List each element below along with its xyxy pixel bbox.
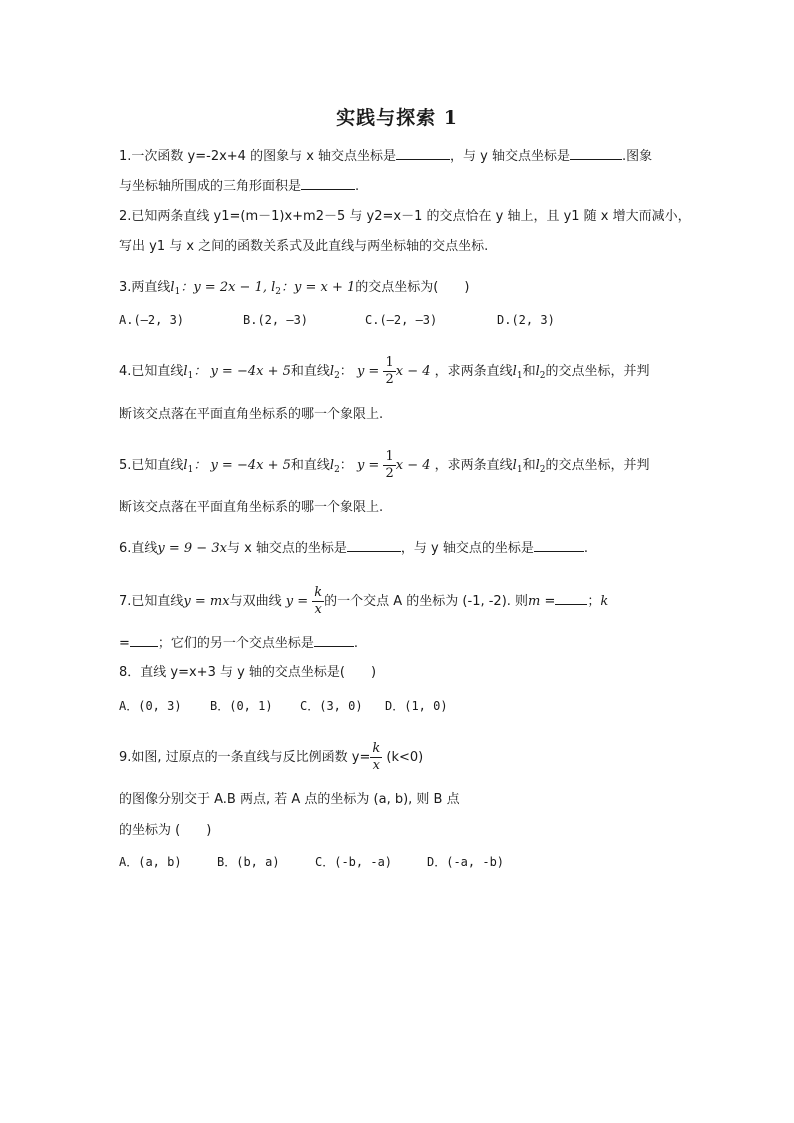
question-3 (119, 279, 469, 301)
question-7-text: 的一个交点 A 的坐标为 (-1, -2). 则 (324, 594, 529, 609)
line-label-l2: $l_2$ (329, 458, 340, 475)
answer-blank[interactable] (396, 146, 450, 160)
equation: y = 9 − 3x (157, 541, 227, 556)
equation-l2: ：y = x + 1 (281, 280, 356, 295)
question-6-text: 与 x 轴交点的坐标是 (226, 541, 347, 556)
option-c[interactable]: C.(—2, —3) (365, 313, 438, 327)
line-label-l2: $l_2$ (271, 280, 282, 297)
line-label-l1: $l_1$ (512, 364, 523, 381)
line-label-l2: $l_2$ (535, 458, 546, 475)
question-2-line-1: 2.已知两条直线 y1=(m－1)x+m2－5 与 y2=x－1 的交点恰在 y 轴上，且 y1 随 x 增大而减小， (119, 209, 691, 224)
answer-blank[interactable] (130, 633, 158, 647)
question-5-text: 的交点坐标，并判 (545, 458, 650, 473)
equation-l2: y = $\frac{1}{2}$ x − 4 (356, 449, 431, 481)
question-1-line-2 (119, 176, 359, 196)
question-6: 6.直线y = 9 − 3x与 x 轴交点的坐标是 ，与 y 轴交点的坐标是 . (119, 538, 588, 558)
equation-l1: ： y = −4x + 5 (193, 364, 291, 379)
option-b[interactable]: B．(b, a) (217, 855, 280, 869)
equation-l1: ： y = −4x + 5 (193, 458, 291, 473)
question-1-text: .图象 (622, 149, 653, 164)
answer-blank[interactable] (301, 176, 355, 190)
option-d[interactable]: D．(-a, -b) (427, 855, 505, 869)
question-3-text: 的交点坐标为( ) (355, 280, 470, 295)
question-4-text: 和直线 (290, 364, 330, 379)
option-a[interactable]: A．(a, b) (119, 855, 182, 869)
question-5-text: 和直线 (290, 458, 330, 473)
option-c[interactable]: C．(-b, -a) (315, 855, 393, 869)
question-5-line-1: 5.已知直线$l_1$： y = −4x + 5和直线$l_2$： y = $\frac{1}{2}$ x − 4 ，求两条直线$l_1$和$l_2$的交点坐标，并判 (119, 449, 650, 481)
question-1-text: ，与 y 轴交点坐标是 (450, 149, 570, 164)
page-title: 实践与探索 1 (336, 107, 458, 129)
fraction-k-over-x: $\frac{k}{x}$ (372, 741, 381, 773)
question-1-text: 与坐标轴所围成的三角形面积是 (119, 179, 302, 194)
question-7-line-2: = ；它们的另一个交点坐标是 . (119, 633, 358, 653)
option-a[interactable]: A.(—2, 3) (119, 313, 185, 327)
equation-line: y = mx (183, 594, 230, 609)
question-5-text: 5.已知直线 (119, 458, 184, 473)
question-9-text: (k<0) (386, 750, 424, 765)
question-7-text: 7.已知直线 (119, 594, 184, 609)
question-4-text: 的交点坐标，并判 (545, 364, 650, 379)
question-6-text: ，与 y 轴交点的坐标是 (400, 541, 534, 556)
answer-blank[interactable] (570, 146, 622, 160)
question-6-text: 6.直线 (119, 541, 158, 556)
question-9-text: 9.如图, 过原点的一条直线与反比例函数 y= (119, 750, 371, 765)
question-5-line-2: 断该交点落在平面直角坐标系的哪一个象限上. (119, 500, 384, 515)
question-3-text: 3.两直线 (119, 280, 171, 295)
option-d[interactable]: D.(2, 3) (497, 313, 555, 327)
question-7-text: ；它们的另一个交点坐标是 (157, 636, 314, 651)
question-7-line-1: 7.已知直线y = mx与双曲线 y = $\frac{k}{x}$ 的一个交点 A 的坐标为 (-1, -2). 则m = ；k (119, 585, 609, 617)
equation-hyperbola: y = $\frac{k}{x}$ (285, 585, 323, 617)
option-c[interactable]: C．(3, 0) (300, 699, 363, 713)
line-label-l1: $l_1$ (170, 280, 181, 297)
question-8: 8．直线 y=x+3 与 y 轴的交点坐标是( ) (119, 665, 377, 680)
line-label-l2: $l_2$ (329, 364, 340, 381)
question-4-text: ，求两条直线 (434, 364, 513, 379)
line-label-l1: $l_1$ (183, 458, 194, 475)
question-1-line-1 (119, 146, 652, 166)
question-9-line-3: 的坐标为 ( ) (119, 823, 212, 838)
option-b[interactable]: B．(0, 1) (210, 699, 273, 713)
answer-blank[interactable] (347, 538, 401, 552)
question-4-text: 4.已知直线 (119, 364, 184, 379)
line-label-l1: $l_1$ (183, 364, 194, 381)
question-4-line-1: 4.已知直线$l_1$： y = −4x + 5和直线$l_2$： y = $\frac{1}{2}$ x − 4 ，求两条直线$l_1$和$l_2$的交点坐标，并判 (119, 355, 650, 387)
line-label-l2: $l_2$ (535, 364, 546, 381)
line-label-l1: $l_1$ (512, 458, 523, 475)
question-5-text: ，求两条直线 (434, 458, 513, 473)
equation-l2: y = $\frac{1}{2}$ x − 4 (356, 355, 431, 387)
question-2-line-2: 写出 y1 与 x 之间的函数关系式及此直线与两坐标轴的交点坐标. (119, 239, 489, 254)
option-a[interactable]: A．(0, 3) (119, 699, 182, 713)
equation-l1: ：y = 2x − 1, (180, 280, 267, 295)
question-9-line-1 (119, 738, 423, 778)
question-7-text: 与双曲线 (229, 594, 282, 609)
option-d[interactable]: D．(1, 0) (385, 699, 448, 713)
question-1-text: . (355, 179, 360, 194)
question-4-line-2: 断该交点落在平面直角坐标系的哪一个象限上. (119, 407, 384, 422)
answer-blank[interactable] (534, 538, 584, 552)
question-9-line-2: 的图像分别交于 A.B 两点, 若 A 点的坐标为 (a, b), 则 B 点 (119, 792, 460, 807)
answer-blank[interactable] (314, 633, 354, 647)
answer-blank[interactable] (555, 591, 587, 605)
question-1-text: 1.一次函数 y=-2x+4 的图象与 x 轴交点坐标是 (119, 149, 397, 164)
option-b[interactable]: B.(2, —3) (243, 313, 309, 327)
